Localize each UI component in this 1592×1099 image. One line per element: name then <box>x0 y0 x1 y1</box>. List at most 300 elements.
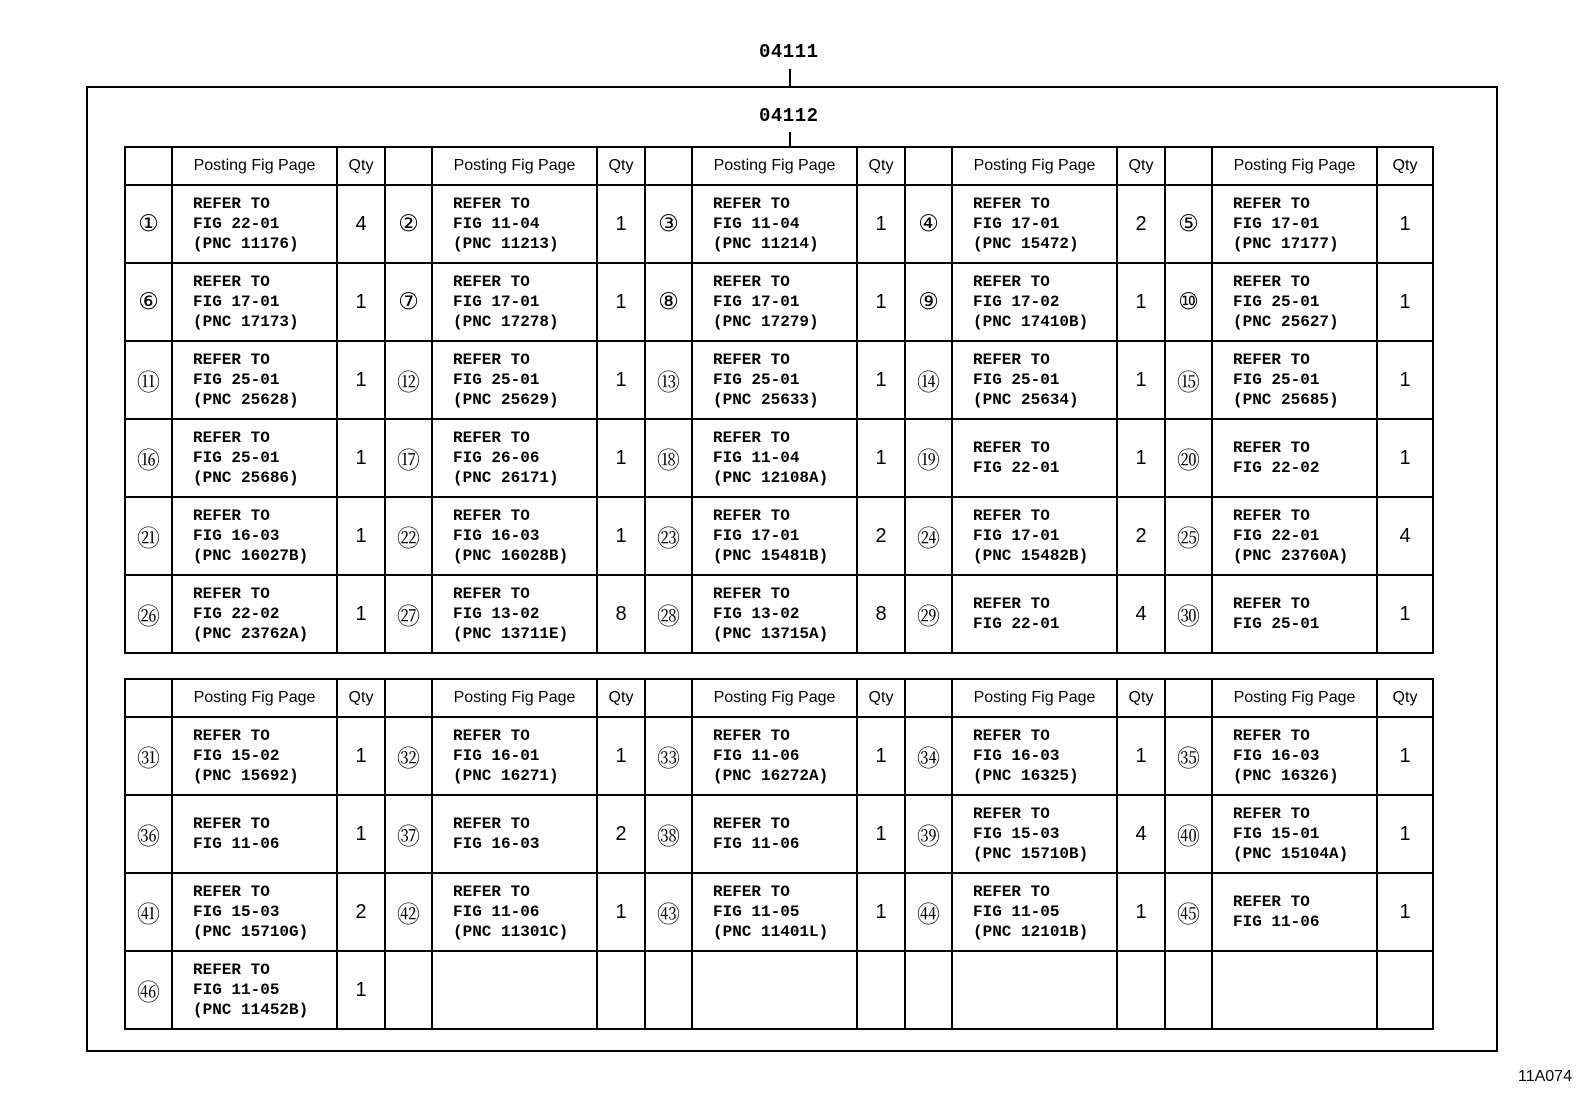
fig-reference-line: (PNC 15710G) <box>193 923 309 941</box>
fig-reference-line: REFER TO <box>453 351 530 369</box>
fig-reference-line: FIG 25-01 <box>1233 371 1320 389</box>
fig-reference-line: REFER TO <box>973 595 1050 613</box>
quantity: 1 <box>337 575 385 653</box>
fig-reference-line: REFER TO <box>193 585 270 603</box>
header-qty: Qty <box>337 679 385 717</box>
fig-reference <box>952 497 1117 575</box>
fig-reference <box>432 951 597 1029</box>
fig-reference-line: FIG 25-01 <box>1233 615 1320 633</box>
fig-reference <box>172 497 337 575</box>
fig-reference-line: FIG 15-02 <box>193 747 280 765</box>
fig-reference <box>432 185 597 263</box>
quantity: 1 <box>337 419 385 497</box>
fig-reference-line: REFER TO <box>1233 273 1310 291</box>
fig-reference-line: FIG 11-06 <box>713 835 800 853</box>
fig-reference-line: FIG 11-06 <box>1233 913 1320 931</box>
fig-reference <box>952 185 1117 263</box>
header-posting-fig-page: Posting Fig Page <box>952 147 1117 185</box>
ref-number: ㊸ <box>645 873 692 951</box>
fig-reference-line: (PNC 15104A) <box>1233 845 1349 863</box>
header-ref-no <box>385 147 432 185</box>
fig-reference-line: FIG 22-01 <box>973 459 1060 477</box>
fig-reference-line: REFER TO <box>453 429 530 447</box>
table-row <box>125 951 1433 1029</box>
fig-reference <box>692 873 857 951</box>
fig-reference-line: (PNC 11301C) <box>453 923 569 941</box>
header-qty: Qty <box>857 147 905 185</box>
fig-reference <box>432 497 597 575</box>
fig-reference-line: REFER TO <box>193 815 270 833</box>
fig-reference-line: FIG 26-06 <box>453 449 540 467</box>
fig-reference-line: (PNC 15692) <box>193 767 299 785</box>
quantity: 1 <box>597 873 645 951</box>
fig-reference-line: FIG 16-03 <box>453 527 540 545</box>
fig-reference <box>1212 795 1377 873</box>
ref-number: ㉙ <box>905 575 952 653</box>
leader-line-inner <box>789 132 791 146</box>
fig-reference-line: FIG 11-05 <box>193 981 280 999</box>
ref-number: ⑤ <box>1165 185 1212 263</box>
fig-reference-line: REFER TO <box>193 195 270 213</box>
fig-reference <box>432 873 597 951</box>
fig-reference <box>172 575 337 653</box>
fig-reference-line: REFER TO <box>713 351 790 369</box>
ref-number: ㉖ <box>125 575 172 653</box>
fig-reference-line: REFER TO <box>973 805 1050 823</box>
fig-reference-line: FIG 17-01 <box>193 293 280 311</box>
fig-reference-line: (PNC 25633) <box>713 391 819 409</box>
fig-reference-line: REFER TO <box>973 351 1050 369</box>
ref-number: ⑨ <box>905 263 952 341</box>
fig-reference-line: (PNC 25628) <box>193 391 299 409</box>
table-row <box>125 575 1433 653</box>
fig-reference <box>692 341 857 419</box>
fig-reference-line: (PNC 15710B) <box>973 845 1089 863</box>
fig-reference-line: REFER TO <box>453 273 530 291</box>
ref-number: ㉚ <box>1165 575 1212 653</box>
ref-number: ㊶ <box>125 873 172 951</box>
quantity <box>597 951 645 1029</box>
ref-number: ㉝ <box>645 717 692 795</box>
ref-number: ㉑ <box>125 497 172 575</box>
header-ref-no <box>1165 147 1212 185</box>
fig-reference-line: REFER TO <box>713 883 790 901</box>
fig-reference <box>172 419 337 497</box>
fig-reference <box>432 263 597 341</box>
ref-number: ㊹ <box>905 873 952 951</box>
fig-reference-line: REFER TO <box>973 439 1050 457</box>
fig-reference <box>692 575 857 653</box>
ref-number <box>905 951 952 1029</box>
ref-number: ㊻ <box>125 951 172 1029</box>
ref-number: ㉔ <box>905 497 952 575</box>
quantity: 1 <box>1377 795 1433 873</box>
fig-reference-line: (PNC 16325) <box>973 767 1079 785</box>
header-qty: Qty <box>1377 679 1433 717</box>
ref-number <box>645 951 692 1029</box>
ref-number: ③ <box>645 185 692 263</box>
fig-reference-line: (PNC 16326) <box>1233 767 1339 785</box>
fig-reference-line: REFER TO <box>1233 439 1310 457</box>
ref-number: ㉞ <box>905 717 952 795</box>
fig-reference <box>172 873 337 951</box>
fig-reference-line: FIG 16-03 <box>193 527 280 545</box>
fig-reference-line: FIG 15-03 <box>193 903 280 921</box>
fig-reference <box>432 575 597 653</box>
ref-number: ⑰ <box>385 419 432 497</box>
ref-number: ㊺ <box>1165 873 1212 951</box>
fig-reference-line: FIG 17-01 <box>1233 215 1320 233</box>
quantity: 1 <box>337 951 385 1029</box>
fig-reference <box>1212 263 1377 341</box>
quantity: 1 <box>337 717 385 795</box>
fig-reference-line: REFER TO <box>973 195 1050 213</box>
header-posting-fig-page: Posting Fig Page <box>172 147 337 185</box>
fig-reference-line: REFER TO <box>1233 727 1310 745</box>
header-qty: Qty <box>857 679 905 717</box>
quantity: 1 <box>1377 873 1433 951</box>
header-posting-fig-page: Posting Fig Page <box>952 679 1117 717</box>
fig-reference-line: (PNC 25686) <box>193 469 299 487</box>
header-posting-fig-page: Posting Fig Page <box>1212 679 1377 717</box>
fig-reference-line: REFER TO <box>1233 595 1310 613</box>
fig-reference <box>692 419 857 497</box>
fig-reference <box>692 951 857 1029</box>
assembly-code-04112: 04112 <box>759 105 819 127</box>
fig-reference-line: (PNC 23760A) <box>1233 547 1349 565</box>
quantity: 8 <box>857 575 905 653</box>
fig-reference <box>1212 717 1377 795</box>
fig-reference-line: FIG 11-04 <box>713 215 800 233</box>
fig-reference-line: REFER TO <box>1233 351 1310 369</box>
fig-reference-line: (PNC 17279) <box>713 313 819 331</box>
parts-reference-table-1 <box>124 146 1434 654</box>
fig-reference <box>172 951 337 1029</box>
fig-reference <box>1212 951 1377 1029</box>
fig-reference <box>952 795 1117 873</box>
fig-reference <box>172 717 337 795</box>
parts-reference-table-2 <box>124 678 1434 1030</box>
fig-reference-line: (PNC 25627) <box>1233 313 1339 331</box>
fig-reference <box>432 419 597 497</box>
fig-reference-line: FIG 22-01 <box>973 615 1060 633</box>
quantity: 2 <box>857 497 905 575</box>
quantity: 1 <box>857 263 905 341</box>
quantity: 1 <box>597 497 645 575</box>
quantity: 4 <box>337 185 385 263</box>
header-qty: Qty <box>337 147 385 185</box>
fig-reference-line: REFER TO <box>713 429 790 447</box>
ref-number: ㉒ <box>385 497 432 575</box>
fig-reference-line: FIG 17-01 <box>973 215 1060 233</box>
quantity: 1 <box>857 341 905 419</box>
fig-reference-line: (PNC 16271) <box>453 767 559 785</box>
quantity: 1 <box>1377 263 1433 341</box>
fig-reference <box>172 263 337 341</box>
header-qty: Qty <box>1117 679 1165 717</box>
fig-reference-line: FIG 22-02 <box>193 605 280 623</box>
quantity: 1 <box>857 419 905 497</box>
fig-reference-line: FIG 11-04 <box>453 215 540 233</box>
fig-reference-line: (PNC 12108A) <box>713 469 829 487</box>
ref-number: ② <box>385 185 432 263</box>
ref-number: ㊴ <box>905 795 952 873</box>
header-ref-no <box>1165 679 1212 717</box>
ref-number: ⑯ <box>125 419 172 497</box>
quantity: 1 <box>1117 419 1165 497</box>
fig-reference-line: (PNC 16272A) <box>713 767 829 785</box>
ref-number: ⑬ <box>645 341 692 419</box>
quantity: 4 <box>1117 575 1165 653</box>
fig-reference-line: FIG 22-02 <box>1233 459 1320 477</box>
ref-number: ⑧ <box>645 263 692 341</box>
table-row <box>125 263 1433 341</box>
header-qty: Qty <box>597 679 645 717</box>
fig-reference-line: REFER TO <box>453 507 530 525</box>
fig-reference <box>952 341 1117 419</box>
table-row <box>125 341 1433 419</box>
quantity: 2 <box>1117 185 1165 263</box>
ref-number: ⑥ <box>125 263 172 341</box>
fig-reference <box>172 185 337 263</box>
table-header-row <box>125 679 1433 717</box>
fig-reference-line: (PNC 17173) <box>193 313 299 331</box>
fig-reference-line: FIG 25-01 <box>453 371 540 389</box>
table-row <box>125 717 1433 795</box>
fig-reference-line: (PNC 25685) <box>1233 391 1339 409</box>
fig-reference <box>952 419 1117 497</box>
header-ref-no <box>905 679 952 717</box>
quantity: 1 <box>597 419 645 497</box>
fig-reference <box>952 263 1117 341</box>
ref-number: ㉛ <box>125 717 172 795</box>
fig-reference-line: REFER TO <box>973 883 1050 901</box>
fig-reference-line: FIG 22-01 <box>193 215 280 233</box>
ref-number: ⑩ <box>1165 263 1212 341</box>
fig-reference-line: REFER TO <box>453 815 530 833</box>
fig-reference-line: FIG 25-01 <box>193 449 280 467</box>
quantity: 2 <box>337 873 385 951</box>
fig-reference-line: (PNC 11401L) <box>713 923 829 941</box>
ref-number: ⑭ <box>905 341 952 419</box>
fig-reference-line: REFER TO <box>193 883 270 901</box>
fig-reference <box>172 341 337 419</box>
fig-reference-line: (PNC 11452B) <box>193 1001 309 1019</box>
fig-reference-line: (PNC 16028B) <box>453 547 569 565</box>
fig-reference <box>432 717 597 795</box>
fig-reference <box>692 497 857 575</box>
ref-number: ㉜ <box>385 717 432 795</box>
fig-reference-line: REFER TO <box>193 429 270 447</box>
quantity: 1 <box>1377 419 1433 497</box>
fig-reference <box>952 575 1117 653</box>
ref-number <box>385 951 432 1029</box>
quantity: 1 <box>337 795 385 873</box>
fig-reference-line: REFER TO <box>193 507 270 525</box>
fig-reference-line: (PNC 16027B) <box>193 547 309 565</box>
quantity: 1 <box>857 873 905 951</box>
ref-number: ㊲ <box>385 795 432 873</box>
quantity: 1 <box>337 497 385 575</box>
assembly-code-04111: 04111 <box>759 41 819 63</box>
quantity <box>1117 951 1165 1029</box>
ref-number: ④ <box>905 185 952 263</box>
ref-number <box>1165 951 1212 1029</box>
quantity: 4 <box>1117 795 1165 873</box>
fig-reference-line: REFER TO <box>973 727 1050 745</box>
fig-reference <box>1212 341 1377 419</box>
fig-reference-line: FIG 16-03 <box>973 747 1060 765</box>
fig-reference-line: FIG 17-02 <box>973 293 1060 311</box>
fig-reference <box>692 263 857 341</box>
fig-reference-line: (PNC 25634) <box>973 391 1079 409</box>
quantity: 1 <box>597 263 645 341</box>
fig-reference-line: REFER TO <box>453 585 530 603</box>
table-row <box>125 185 1433 263</box>
table-row <box>125 873 1433 951</box>
fig-reference-line: (PNC 11176) <box>193 235 299 253</box>
quantity: 1 <box>1377 341 1433 419</box>
fig-reference-line: REFER TO <box>713 273 790 291</box>
fig-reference-line: FIG 11-06 <box>713 747 800 765</box>
fig-reference-line: FIG 22-01 <box>1233 527 1320 545</box>
table-row <box>125 419 1433 497</box>
ref-number: ㉓ <box>645 497 692 575</box>
ref-number: ⑪ <box>125 341 172 419</box>
quantity: 2 <box>1117 497 1165 575</box>
header-posting-fig-page: Posting Fig Page <box>432 147 597 185</box>
table-row <box>125 497 1433 575</box>
fig-reference-line: REFER TO <box>193 273 270 291</box>
ref-number: ⑲ <box>905 419 952 497</box>
fig-reference-line: (PNC 17278) <box>453 313 559 331</box>
fig-reference-line: (PNC 11213) <box>453 235 559 253</box>
fig-reference-line: REFER TO <box>193 351 270 369</box>
fig-reference-line: FIG 17-01 <box>453 293 540 311</box>
header-qty: Qty <box>597 147 645 185</box>
header-qty: Qty <box>1377 147 1433 185</box>
fig-reference-line: (PNC 17410B) <box>973 313 1089 331</box>
ref-number: ① <box>125 185 172 263</box>
quantity: 1 <box>1377 717 1433 795</box>
quantity <box>857 951 905 1029</box>
fig-reference-line: (PNC 23762A) <box>193 625 309 643</box>
fig-reference-line: REFER TO <box>453 195 530 213</box>
leader-line-top <box>789 69 791 86</box>
header-qty: Qty <box>1117 147 1165 185</box>
fig-reference-line: REFER TO <box>713 815 790 833</box>
ref-number: ㊳ <box>645 795 692 873</box>
quantity: 1 <box>1117 341 1165 419</box>
fig-reference-line: REFER TO <box>1233 507 1310 525</box>
fig-reference-line: FIG 25-01 <box>973 371 1060 389</box>
fig-reference <box>952 951 1117 1029</box>
fig-reference <box>952 873 1117 951</box>
ref-number: ㊱ <box>125 795 172 873</box>
fig-reference-line: FIG 17-01 <box>713 293 800 311</box>
fig-reference-line: REFER TO <box>973 507 1050 525</box>
fig-reference-line: FIG 15-03 <box>973 825 1060 843</box>
ref-number: ㉘ <box>645 575 692 653</box>
fig-reference-line: (PNC 12101B) <box>973 923 1089 941</box>
header-posting-fig-page: Posting Fig Page <box>1212 147 1377 185</box>
fig-reference-line: (PNC 25629) <box>453 391 559 409</box>
quantity: 1 <box>1377 185 1433 263</box>
fig-reference-line: (PNC 11214) <box>713 235 819 253</box>
fig-reference-line: (PNC 13715A) <box>713 625 829 643</box>
fig-reference <box>1212 575 1377 653</box>
header-posting-fig-page: Posting Fig Page <box>692 679 857 717</box>
fig-reference-line: FIG 13-02 <box>453 605 540 623</box>
table-row <box>125 795 1433 873</box>
fig-reference <box>952 717 1117 795</box>
quantity: 1 <box>857 717 905 795</box>
header-ref-no <box>385 679 432 717</box>
fig-reference-line: FIG 11-05 <box>713 903 800 921</box>
fig-reference-line: REFER TO <box>713 507 790 525</box>
fig-reference-line: REFER TO <box>193 727 270 745</box>
header-ref-no <box>905 147 952 185</box>
quantity: 2 <box>597 795 645 873</box>
fig-reference-line: REFER TO <box>1233 195 1310 213</box>
quantity: 1 <box>597 185 645 263</box>
fig-reference <box>172 795 337 873</box>
illustration-code: 11A074 <box>1518 1068 1572 1085</box>
quantity: 1 <box>1117 263 1165 341</box>
quantity: 1 <box>597 341 645 419</box>
fig-reference <box>692 795 857 873</box>
quantity: 1 <box>597 717 645 795</box>
fig-reference-line: FIG 13-02 <box>713 605 800 623</box>
fig-reference-line: (PNC 15481B) <box>713 547 829 565</box>
fig-reference <box>432 795 597 873</box>
fig-reference-line: FIG 11-05 <box>973 903 1060 921</box>
fig-reference-line: FIG 11-06 <box>453 903 540 921</box>
fig-reference-line: (PNC 15482B) <box>973 547 1089 565</box>
fig-reference-line: FIG 11-06 <box>193 835 280 853</box>
fig-reference <box>432 341 597 419</box>
fig-reference <box>1212 873 1377 951</box>
fig-reference-line: FIG 11-04 <box>713 449 800 467</box>
fig-reference-line: (PNC 17177) <box>1233 235 1339 253</box>
fig-reference-line: REFER TO <box>453 727 530 745</box>
quantity: 1 <box>857 795 905 873</box>
fig-reference-line: (PNC 26171) <box>453 469 559 487</box>
quantity: 1 <box>1117 873 1165 951</box>
header-posting-fig-page: Posting Fig Page <box>172 679 337 717</box>
ref-number: ㉟ <box>1165 717 1212 795</box>
fig-reference <box>692 717 857 795</box>
quantity: 8 <box>597 575 645 653</box>
fig-reference-line: FIG 16-01 <box>453 747 540 765</box>
fig-reference-line: FIG 16-03 <box>453 835 540 853</box>
ref-number: ⑮ <box>1165 341 1212 419</box>
fig-reference-line: FIG 17-01 <box>713 527 800 545</box>
fig-reference <box>1212 185 1377 263</box>
fig-reference-line: REFER TO <box>713 195 790 213</box>
fig-reference-line: FIG 15-01 <box>1233 825 1320 843</box>
header-ref-no <box>645 679 692 717</box>
fig-reference-line: FIG 25-01 <box>713 371 800 389</box>
quantity: 1 <box>337 263 385 341</box>
ref-number: ㊵ <box>1165 795 1212 873</box>
fig-reference-line: REFER TO <box>1233 805 1310 823</box>
fig-reference-line: FIG 25-01 <box>193 371 280 389</box>
header-posting-fig-page: Posting Fig Page <box>692 147 857 185</box>
fig-reference <box>692 185 857 263</box>
fig-reference-line: REFER TO <box>453 883 530 901</box>
fig-reference-line: REFER TO <box>193 961 270 979</box>
